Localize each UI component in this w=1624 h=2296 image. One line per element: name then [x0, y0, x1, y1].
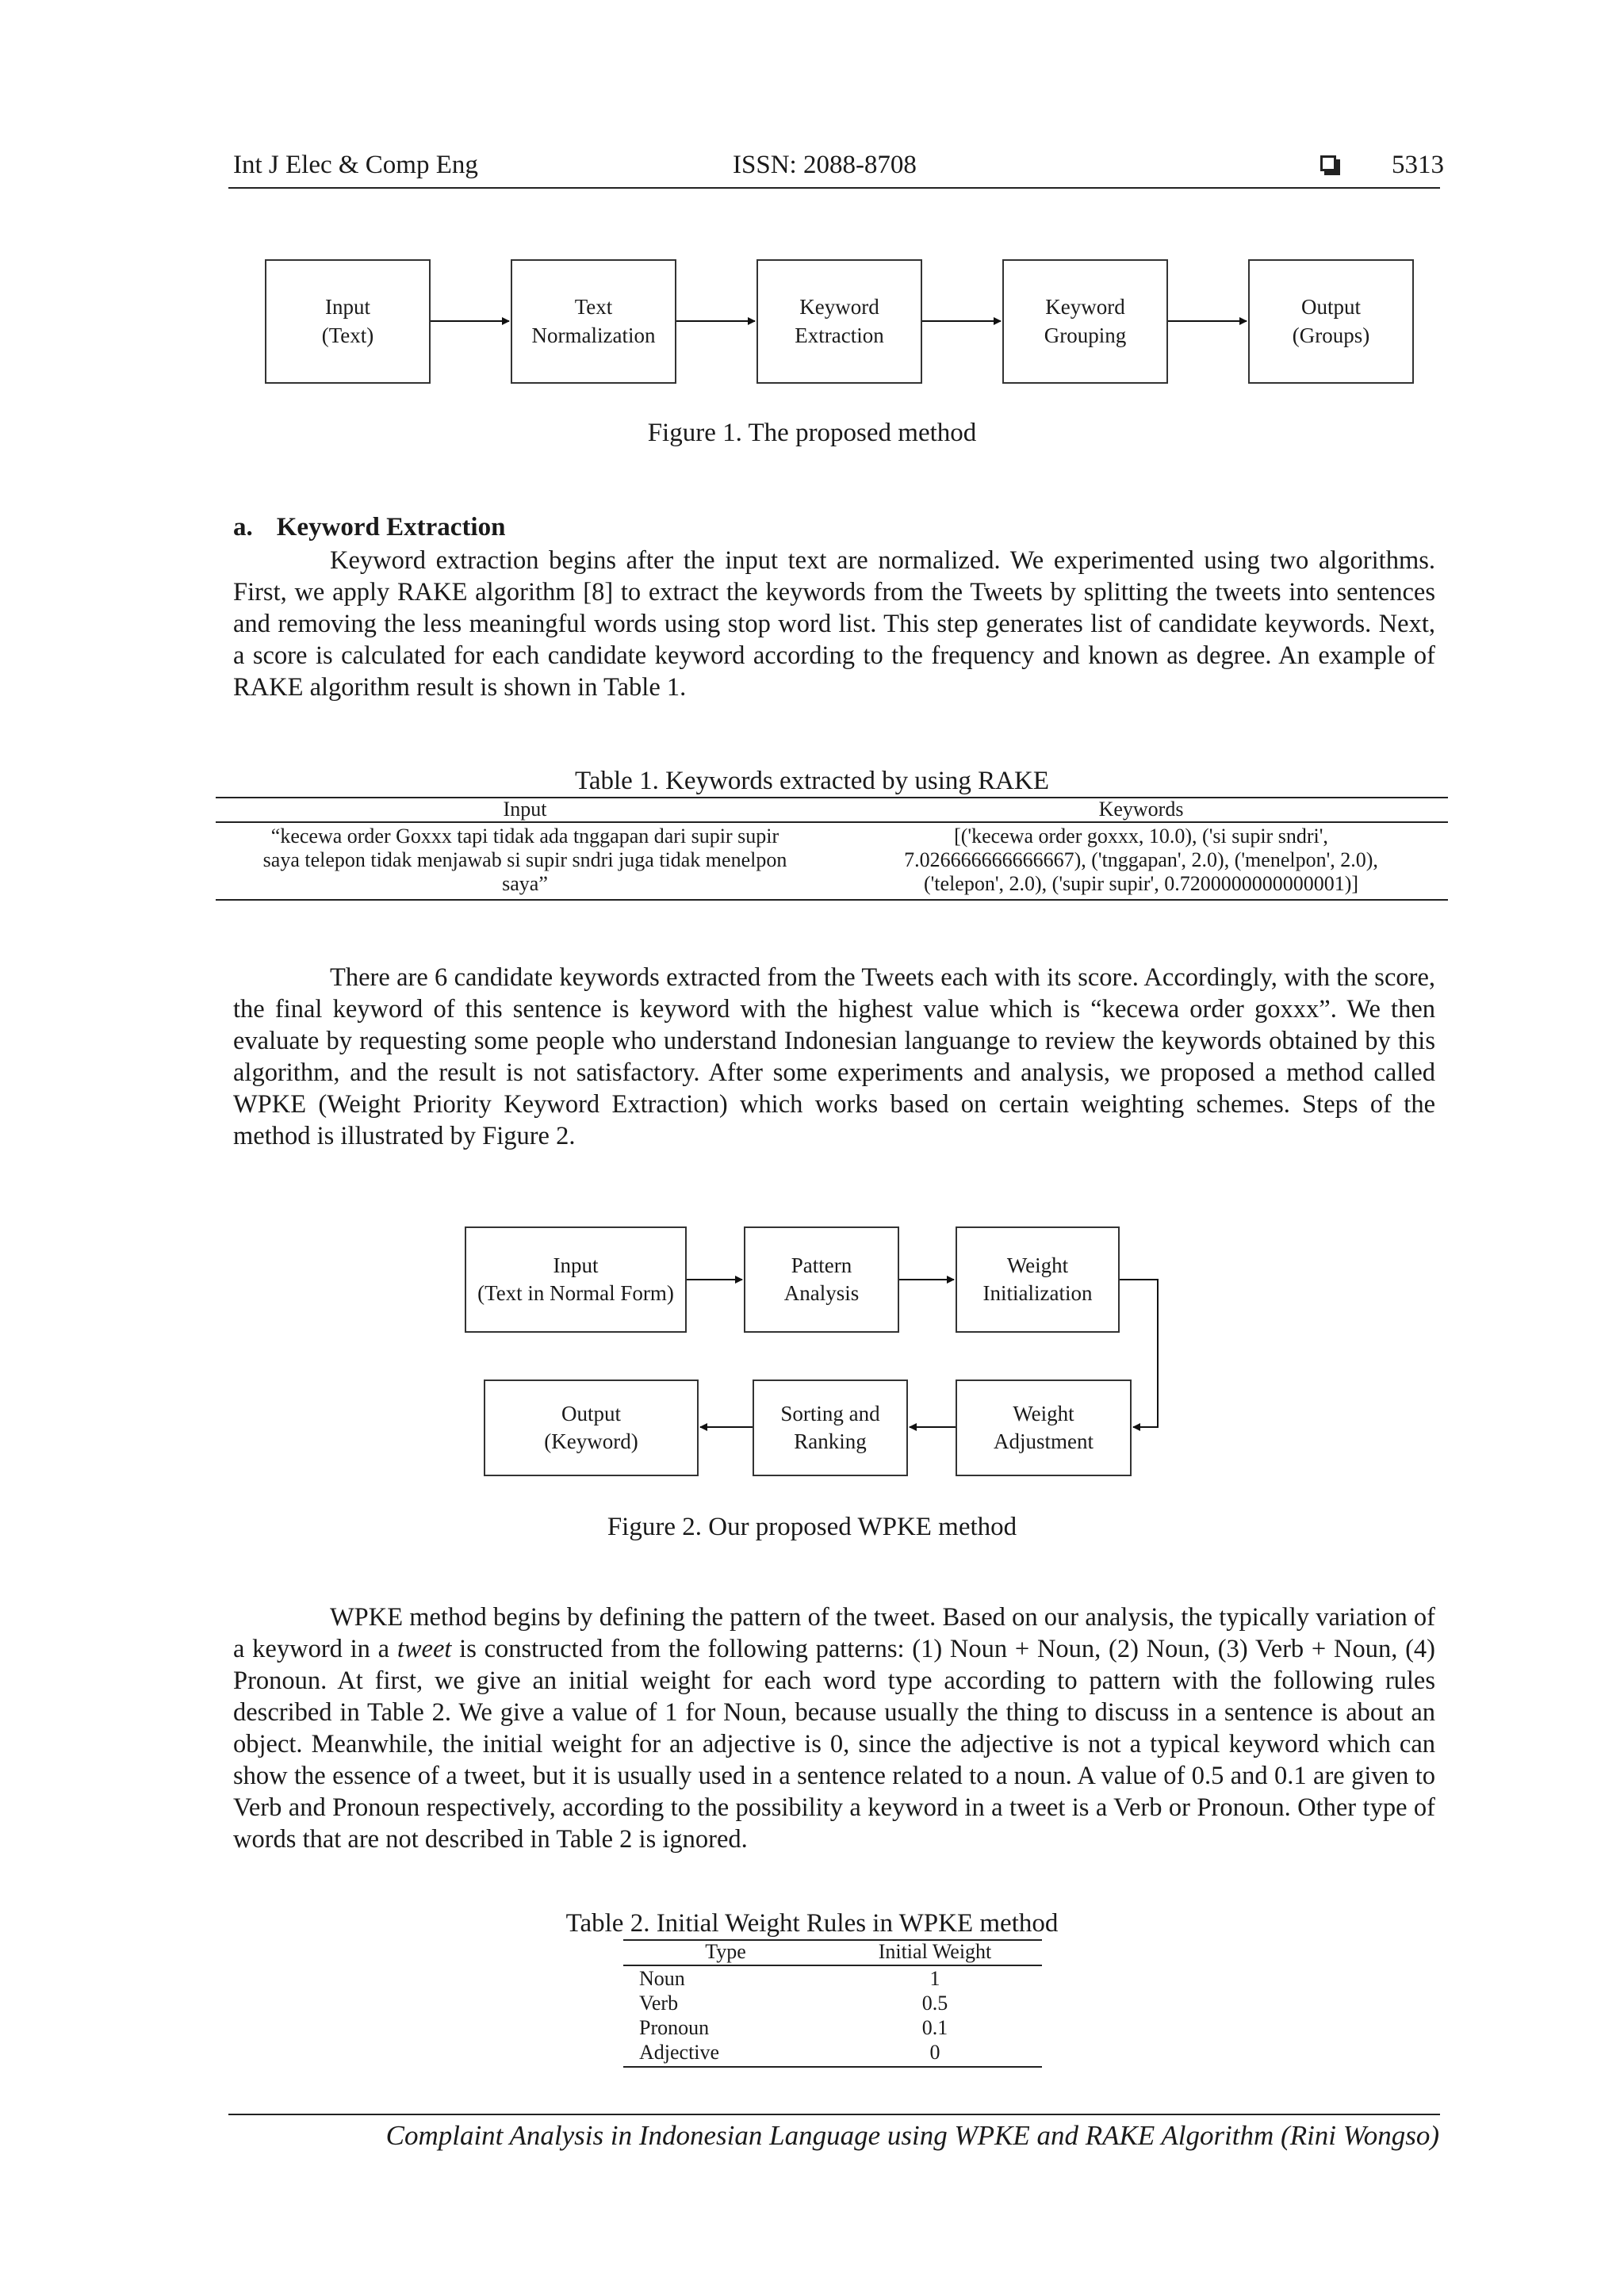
table-row [623, 1991, 1042, 2015]
paragraph-2 [233, 962, 1435, 1152]
section-heading [233, 513, 505, 542]
fig2-arrow-weight-down [1120, 1280, 1158, 1427]
paragraph-3-text-a: WPKE method begins by defining the pattern of the tweet. Based on our analysis, the typically variation of a keyword in a [233, 1603, 1435, 1663]
table2-type-cell: Pronoun [639, 2016, 710, 2039]
table2-type-cell: Noun [639, 1967, 685, 1990]
footer-rule [228, 2114, 1440, 2115]
table1-bottom-rule [216, 899, 1448, 901]
figure2-caption: Figure 2. Our proposed WPKE method [607, 1513, 1017, 1541]
table2-weight-cell: 0.5 [921, 1992, 948, 2015]
fig2-box-input: Input (Text in Normal Form) [465, 1226, 687, 1333]
table1-keywords-line: ('telepon', 2.0), ('supir supir', 0.7200000000000001)] [923, 872, 1359, 895]
table1-input-line: “kecewa order Goxxx tapi tidak ada tnggapan dari supir supir [270, 825, 779, 848]
heading-title: Keyword Extraction [276, 513, 506, 541]
fig1-box-grouping: Keyword Grouping [1002, 259, 1168, 384]
table2-header-type: Type [705, 1940, 746, 1963]
fig1-arrows [0, 0, 1624, 476]
fig2-box-sorting: Sorting and Ranking [753, 1380, 908, 1476]
fig1-box-extraction: Keyword Extraction [756, 259, 922, 384]
running-footer: Complaint Analysis in Indonesian Language using WPKE and RAKE Algorithm (Rini Wongso) [385, 2120, 1439, 2151]
table1-keywords-line: [('kecewa order goxxx, 10.0), ('si supir sndri', [954, 825, 1328, 848]
table2-caption: Table 2. Initial Weight Rules in WPKE method [565, 1909, 1059, 1938]
table1-header-input: Input [503, 798, 547, 821]
table2-weight-cell: 0.1 [921, 2016, 948, 2039]
fig1-box-normalization: Text Normalization [511, 259, 676, 384]
issn: ISSN: 2088-8708 [733, 151, 917, 179]
journal-name: Int J Elec & Comp Eng [233, 151, 478, 179]
fig2-box-weight-init: Weight Initialization [956, 1226, 1120, 1333]
table1-header-rule [216, 821, 1448, 823]
heading-number: a. [233, 513, 253, 541]
table1-input-line: saya telepon tidak menjawab si supir sndri juga tidak menelpon [262, 848, 787, 871]
table1-caption: Table 1. Keywords extracted by using RAKE [575, 767, 1049, 795]
table2-type-cell: Verb [639, 1992, 679, 2015]
fig1-box-input: Input (Text) [265, 259, 431, 384]
table2-weight-cell: 0 [929, 2041, 940, 2064]
table1-keywords-cell [834, 825, 1448, 896]
paragraph-1 [233, 545, 1435, 703]
figure1-caption: Figure 1. The proposed method [647, 419, 977, 447]
table-row [623, 2040, 1042, 2064]
table1-input-line: saya” [502, 872, 548, 895]
table1-input-cell [216, 825, 834, 896]
table2-bottom-rule [623, 2066, 1042, 2068]
page-number: 5313 [1392, 151, 1444, 179]
fig2-box-pattern: Pattern Analysis [744, 1226, 899, 1333]
paragraph-3-italic: tweet [396, 1635, 452, 1663]
table2-header-weight: Initial Weight [878, 1940, 992, 1963]
paragraph-3 [233, 1601, 1435, 1855]
fig2-box-weight-adj: Weight Adjustment [956, 1380, 1132, 1476]
table-row [623, 1966, 1042, 1991]
table1-header-keywords: Keywords [1098, 798, 1184, 821]
fig2-arrows [0, 1189, 1624, 1506]
paragraph-2-text: There are 6 candidate keywords extracted from the Tweets each with its score. Accordingly, with the score, the final keyword of this sentence is keyword with the highest value which is “kecewa order goxxx”. We then evaluate by requesting some people who understand Indonesian languange to review the keywords obtained by this algorithm, and the result is not satisfactory. After some experiments and analysis, we proposed a method called WPKE (Weight Priority Keyword Extraction) which works based on certain weighting schemes. Steps of the method is illustrated by Figure 2. [233, 963, 1435, 1150]
table1-keywords-line: 7.026666666666667), ('tnggapan', 2.0), ('menelpon', 2.0), [904, 848, 1378, 871]
fig1-box-output: Output (Groups) [1248, 259, 1414, 384]
table2-body [623, 1966, 1042, 2064]
paragraph-1-text: Keyword extraction begins after the input text are normalized. We experimented using two algorithms. First, we apply RAKE algorithm [8] to extract the keywords from the Tweets by splitting the tweets into sentences and removing the less meaningful words using stop word list. This step generates list of candidate keywords. Next, a score is calculated for each candidate keyword according to the frequency and known as degree. An example of RAKE algorithm result is shown in Table 1. [233, 546, 1435, 702]
fig2-box-output: Output (Keyword) [484, 1380, 699, 1476]
paragraph-3-text-b: is constructed from the following patterns: (1) Noun + Noun, (2) Noun, (3) Verb + Noun, (4) Pronoun. At first, we give an initial weight for each word type according to pattern with the following rules described in Table 2. We give a value of 1 for Noun, because usually the thing to discuss in a sentence is about an object. Meanwhile, the initial weight for an adjective is 0, since the adjective is not a typical keyword which can show the essence of a tweet, but it is usually used in a sentence related to a noun. A value of 0.5 and 0.1 are given to Verb and Pronoun respectively, according to the possibility a keyword in a tweet is a Verb or Pronoun. Other type of words that are not described in Table 2 is ignored. [233, 1635, 1435, 1854]
table-row [623, 2015, 1042, 2040]
table2-weight-cell: 1 [929, 1967, 940, 1990]
table2-type-cell: Adjective [639, 2041, 720, 2064]
